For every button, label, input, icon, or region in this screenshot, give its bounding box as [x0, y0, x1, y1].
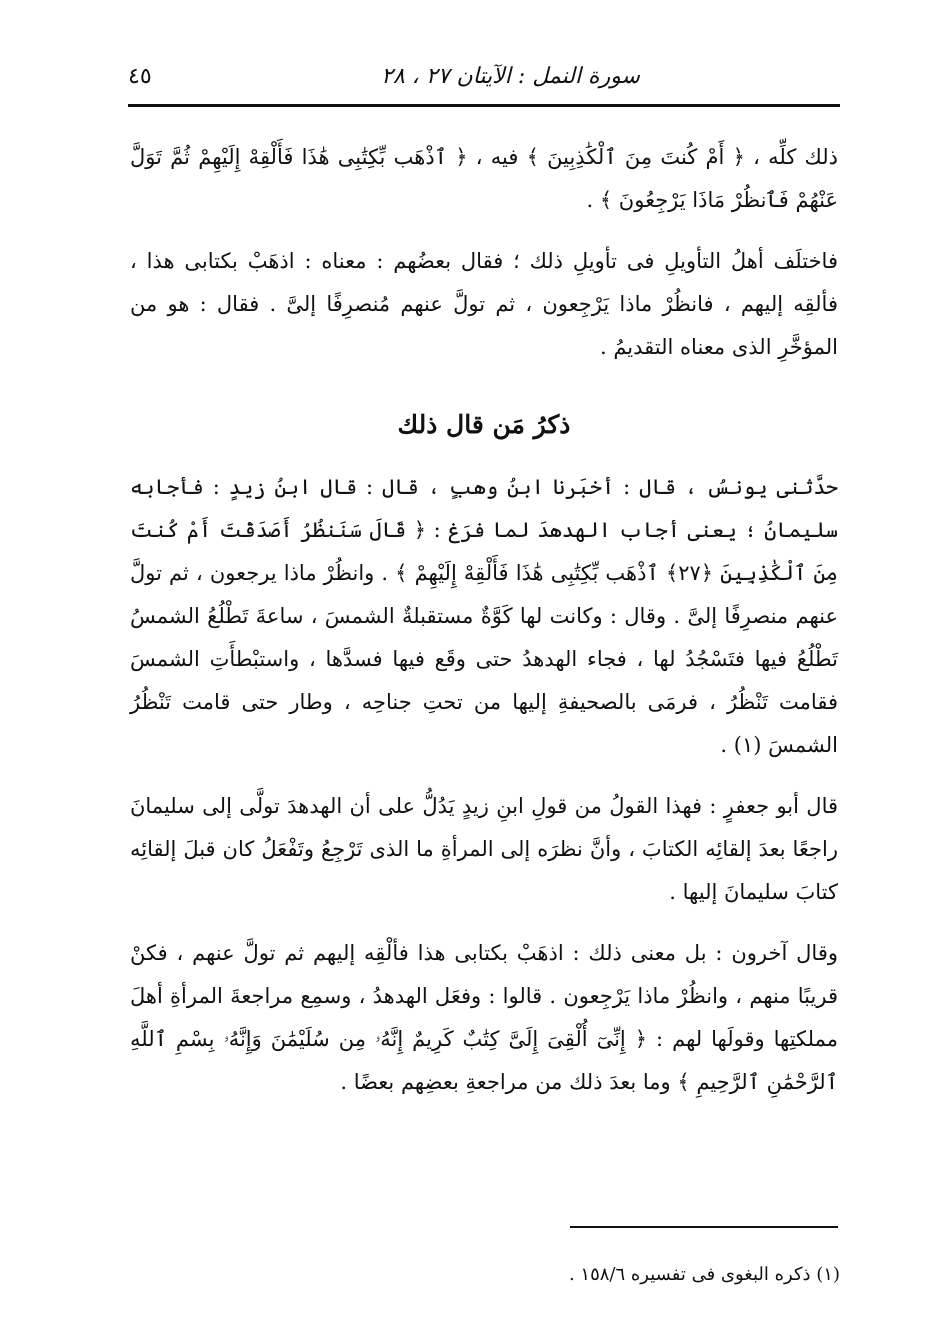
paragraph-3: حدَّثنى يونسُ ، قال : أخبَرنا ابنُ وهبٍ ، قال : قال ابنُ زيدٍ : فأجابه سليمانُ ؛ يعنى أجاب الهدهدَ لما فرَغ : ﴿ قَالَ سَنَنظُرُ أَصَدَقْتَ أَمْ كُنتَ مِنَ ٱلْكَٰذِبِينَ ﴿٢٧﴾ ٱذْهَب بِّكِتَٰبِى هَٰذَا فَأَلْقِهْ إِلَيْهِمْ ﴾ . وانظُرْ ماذا يرجعون ، ثم تولَّ عنهم منصرِفًا إلىَّ . وقال : وكانت لها كَوَّةٌ مستقبلةٌ الشمسَ ، ساعةَ تَطْلُعُ الشمسُ تَطْلُعُ فيها فتَسْجُدُ لها ، فجاء الهدهدُ حتى وقَع فيها فسدَّها ، واستبْطأَتِ الشمسَ فقامت تَنْظُرُ ، فرمَى بالصحيفةِ إليها من تحتِ جناحِه ، وطار حتى قامت تَنْظُرُ الشمسَ (١) .	[130, 475, 838, 757]
running-title: سورة النمل : الآيتان ٢٧ ، ٢٨	[381, 64, 640, 89]
header-rule	[128, 104, 840, 107]
paragraph-4: قال أبو جعفرٍ : فهذا القولُ من قولِ ابنِ زيدٍ يَدُلُّ على أن الهدهدَ تولَّى إلى سليمانَ راجعًا بعدَ إلقائِه الكتابَ ، وأنَّ نظرَه إلى المرأةِ ما الذى تَرْجِعُ وتَفْعَلُ كان قبلَ إلقائِه كتابَ سليمانَ إليها .	[130, 794, 838, 904]
footnote-rule	[570, 1226, 838, 1228]
body-text	[130, 136, 838, 1122]
paragraph-5: وقال آخرون : بل معنى ذلك : اذهَبْ بكتابى هذا فألْقِه إليهم ثم تولَّ عنهم ، فكنْ قريبًا منهم ، وانظُرْ ماذا يَرْجِعون . قالوا : وفعَل الهدهدُ ، وسمِع مراجعةَ المرأةِ أهلَ مملكتِها وقولَها لهم : ﴿ إِنِّىٓ أُلْقِىَ إِلَىَّ كِتَٰبٌ كَرِيمٌ إِنَّهُۥ مِن سُلَيْمَٰنَ وَإِنَّهُۥ بِسْمِ ٱللَّهِ ٱلرَّحْمَٰنِ ٱلرَّحِيمِ ﴾ وما بعدَ ذلك من مراجعةِ بعضِهم بعضًا .	[130, 941, 838, 1094]
section-heading: ذكرُ مَن قال ذلك	[397, 410, 571, 439]
paragraph-2: فاختلَف أهلُ التأويلِ فى تأويلِ ذلك ؛ فقال بعضُهم : معناه : اذهَبْ بكتابى هذا ، فألقِه إليهم ، فانظُرْ ماذا يَرْجِعون ، ثم تولَّ عنهم مُنصرِفًا إلىَّ . فقال : هو من المؤخَّرِ الذى معناه التقديمُ .	[130, 249, 838, 359]
page-number: ٤٥	[128, 64, 152, 89]
page-header	[128, 58, 840, 102]
paragraph-1: ذلك كلِّه ، ﴿ أَمْ كُنتَ مِنَ ٱلْكَٰذِبِينَ ﴾ فيه ، ﴿ ٱذْهَب بِّكِتَٰبِى هَٰذَا فَأَلْقِهْ إِلَيْهِمْ ثُمَّ تَوَلَّ عَنْهُمْ فَٱنظُرْ مَاذَا يَرْجِعُونَ ﴾ .	[130, 145, 838, 212]
footnote: (١) ذكره البغوى فى تفسيره ١٥٨/٦ .	[568, 1264, 840, 1285]
